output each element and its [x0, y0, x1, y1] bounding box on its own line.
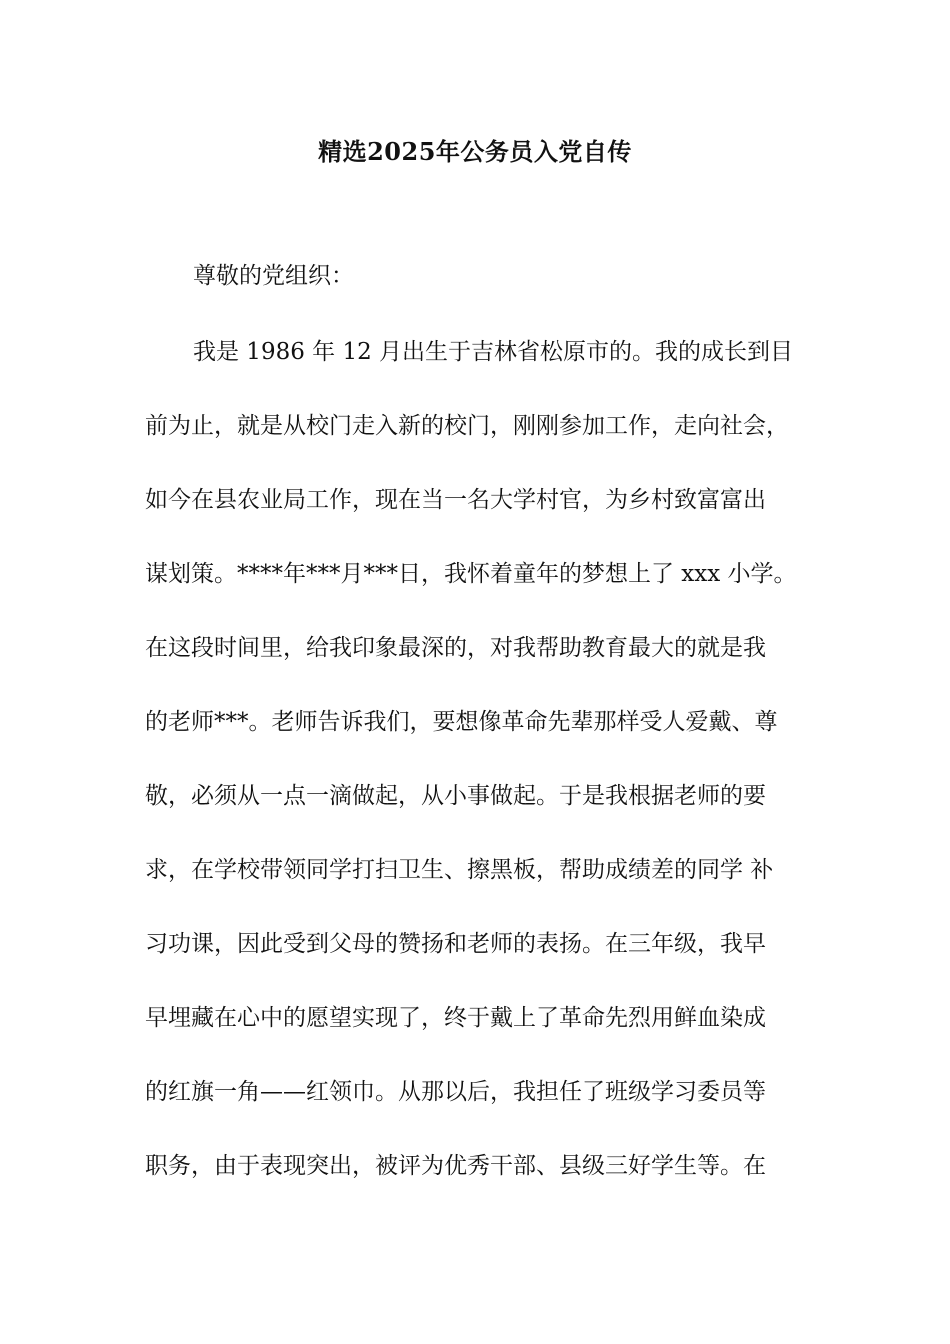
salutation: 尊敬的党组织：: [193, 263, 354, 289]
paragraph-line: 求，在学校带领同学打扫卫生、擦黑板，帮助成绩差的同学 补: [145, 857, 774, 883]
paragraph-line: 在这段时间里，给我印象最深的，对我帮助教育最大的就是我: [145, 635, 766, 661]
paragraph-line: 前为止，就是从校门走入新的校门，刚刚参加工作，走向社会，: [145, 413, 789, 439]
paragraph-line: 谋划策。****年***月***日，我怀着童年的梦想上了 xxx 小学。: [145, 561, 797, 587]
paragraph-line: 的老师***。老师告诉我们，要想像革命先辈那样受人爱戴、尊: [145, 709, 778, 735]
paragraph-line: 的红旗一角——红领巾。从那以后，我担任了班级学习委员等: [145, 1079, 766, 1105]
paragraph-line: 早埋藏在心中的愿望实现了，终于戴上了革命先烈用鲜血染成: [145, 1005, 766, 1031]
paragraph-line: 敬，必须从一点一滴做起，从小事做起。于是我根据老师的要: [145, 783, 766, 809]
paragraph-line: 我是 1986 年 12 月出生于吉林省松原市的。我的成长到目: [193, 339, 794, 365]
document-title: 精选2025年公务员入党自传: [318, 137, 632, 166]
paragraph-line: 习功课，因此受到父母的赞扬和老师的表扬。在三年级，我早: [145, 931, 766, 957]
paragraph-line: 职务，由于表现突出，被评为优秀干部、县级三好学生等。在: [145, 1153, 766, 1179]
paragraph-line: 如今在县农业局工作，现在当一名大学村官，为乡村致富富出: [145, 487, 766, 513]
